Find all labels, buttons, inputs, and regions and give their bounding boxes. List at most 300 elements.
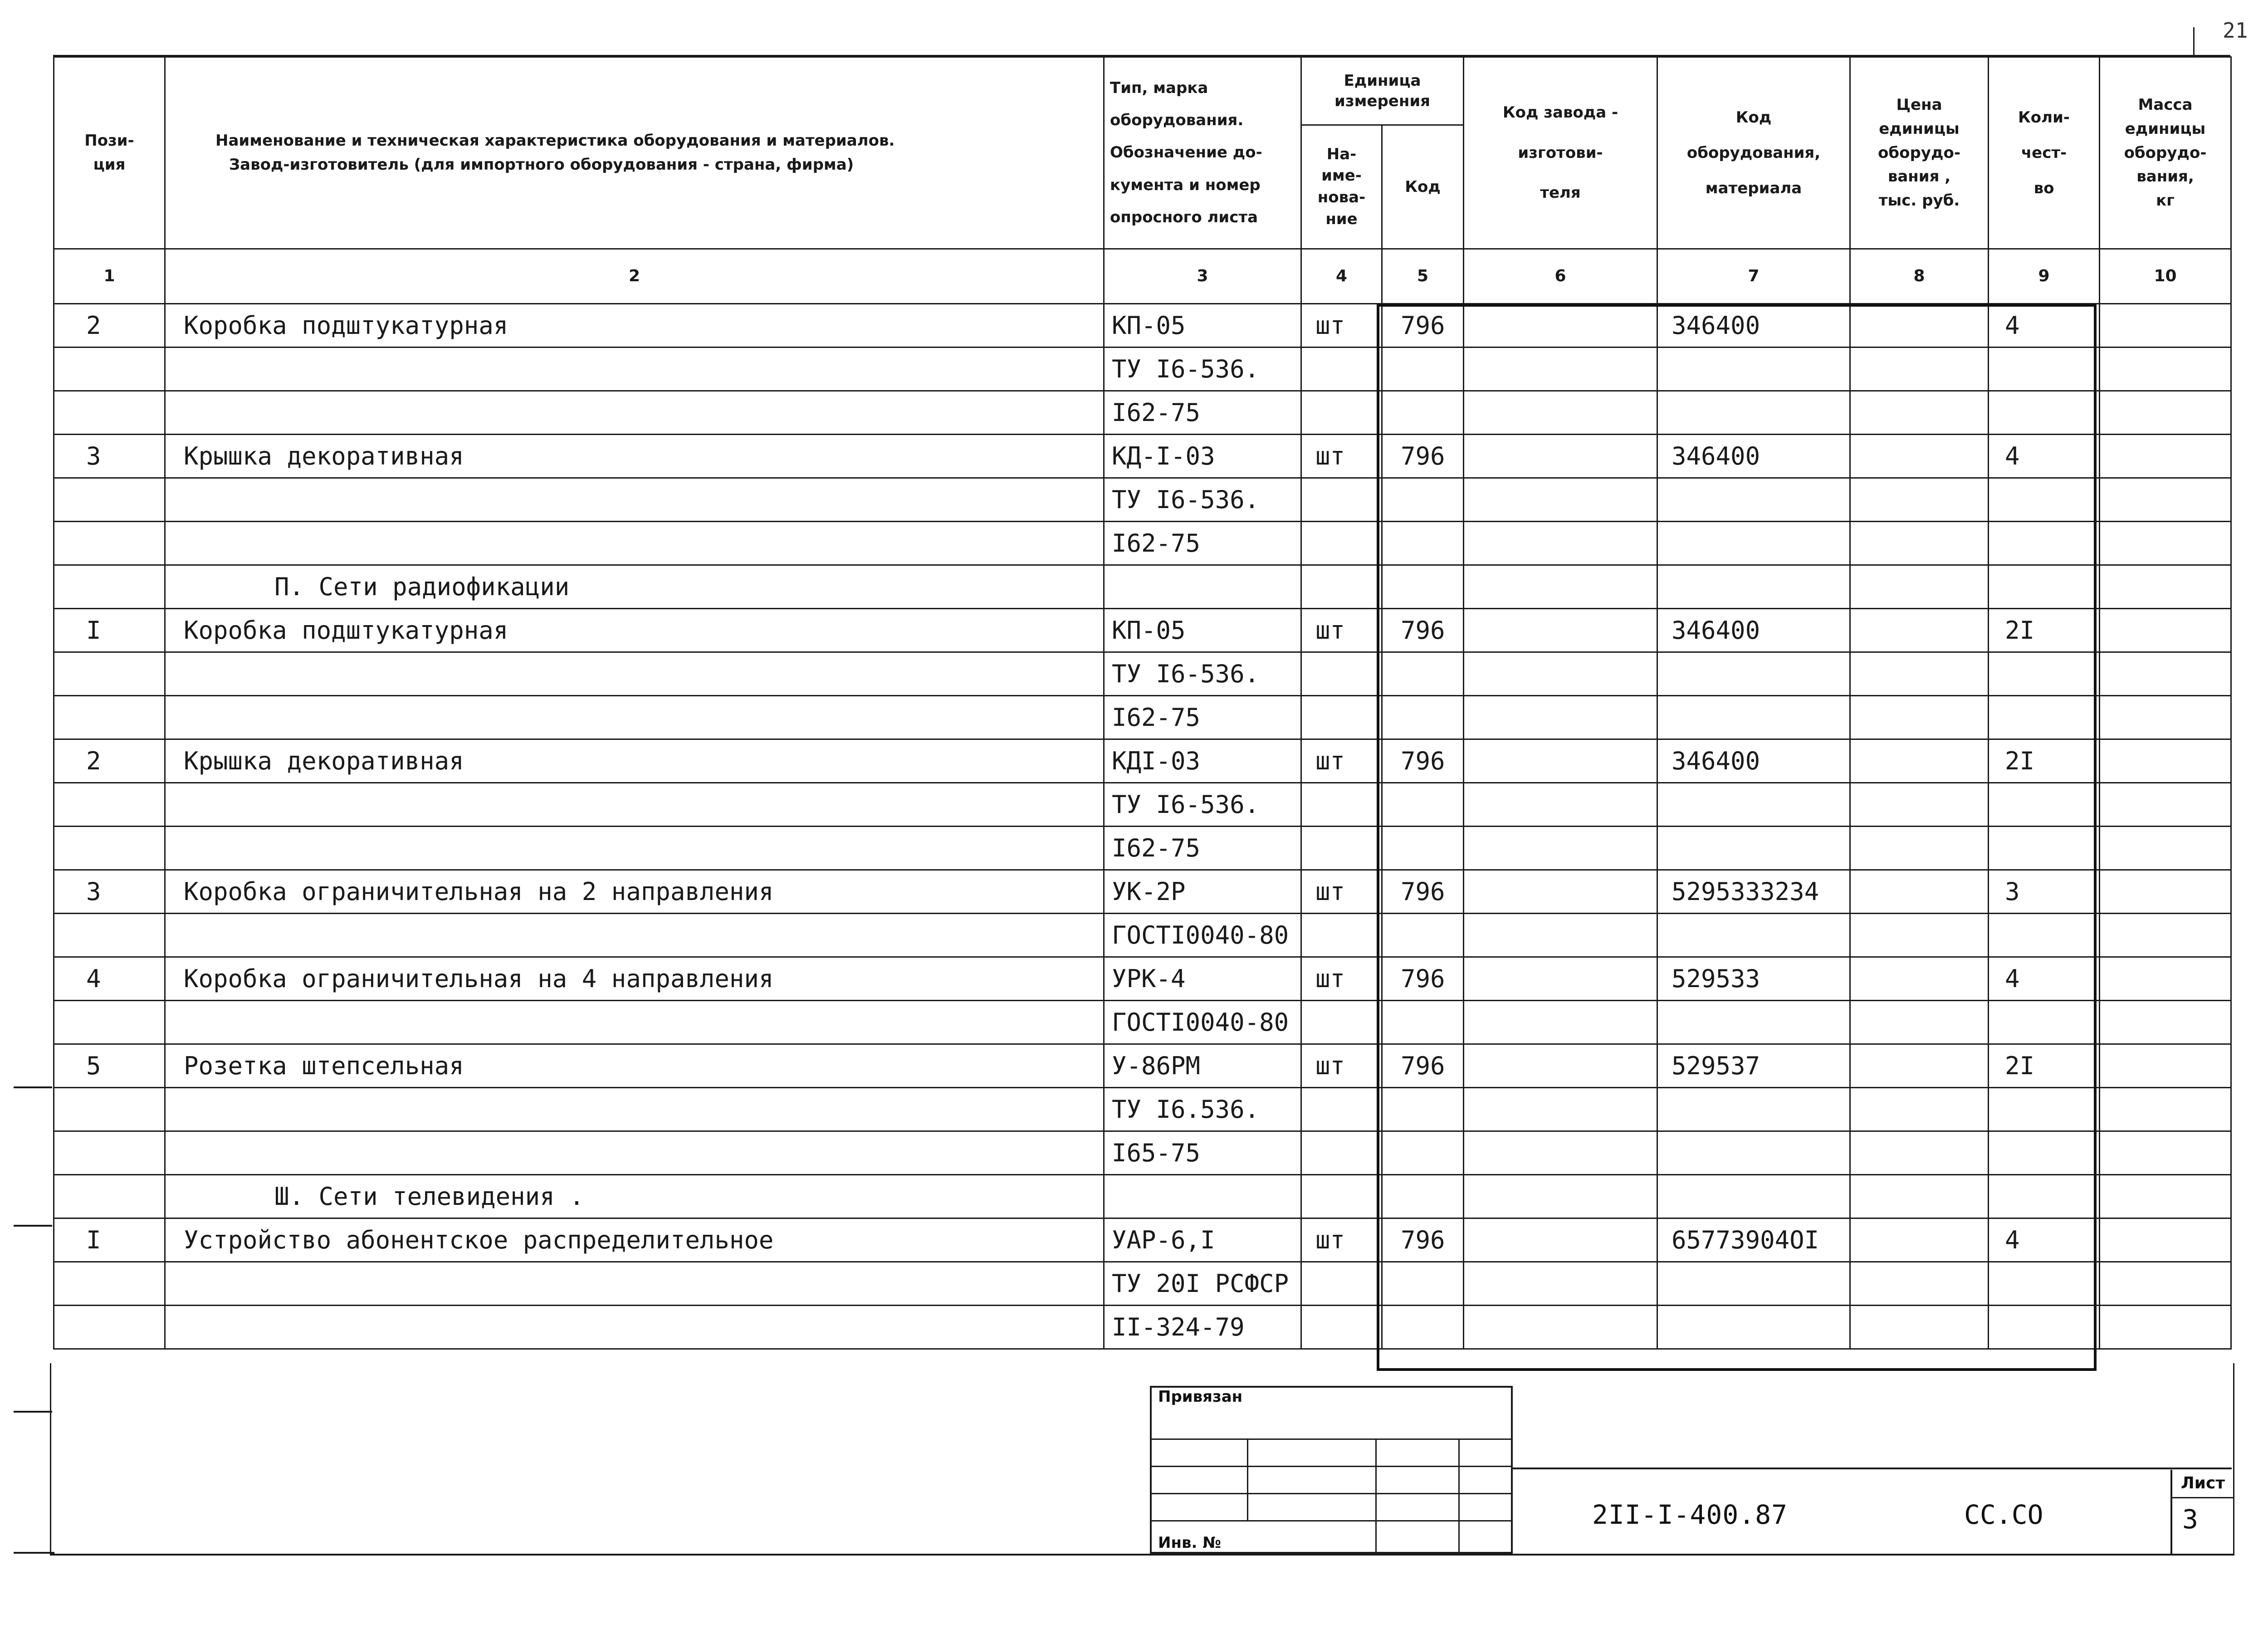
specification-body xyxy=(54,304,2231,1349)
mass-cell xyxy=(2100,827,2231,870)
name-cell: Коробка подштукатурная xyxy=(165,609,1104,652)
table-row xyxy=(54,957,2231,1001)
unit-name-cell: шт xyxy=(1301,304,1382,347)
equipment-code-cell xyxy=(1657,914,1850,957)
mass-cell xyxy=(2100,1088,2231,1131)
factory-code-cell xyxy=(1464,652,1657,696)
table-row xyxy=(54,1218,2231,1262)
quantity-cell xyxy=(1989,1131,2100,1175)
position-cell xyxy=(54,565,165,609)
table-row xyxy=(54,1131,2231,1175)
position-cell xyxy=(54,1001,165,1044)
table-row xyxy=(54,1262,2231,1306)
name-cell xyxy=(165,696,1104,739)
type-cell: ТУ I6-536. xyxy=(1104,652,1301,696)
col-number-8: 8 xyxy=(1850,249,1989,304)
price-cell xyxy=(1850,522,1989,565)
unit-name-cell xyxy=(1301,1262,1382,1306)
name-cell: Крышка декоративная xyxy=(165,435,1104,478)
left-margin-tick-1 xyxy=(14,1086,52,1088)
equipment-code-cell xyxy=(1657,1175,1850,1218)
price-cell xyxy=(1850,652,1989,696)
position-cell xyxy=(54,1088,165,1131)
header-position: Пози- ция xyxy=(54,57,165,249)
sheet-box xyxy=(2170,1470,2234,1554)
quantity-cell: 2I xyxy=(1989,609,2100,652)
document-suffix: СС.СО xyxy=(1964,1499,2043,1530)
col-number-2: 2 xyxy=(165,249,1104,304)
price-cell xyxy=(1850,609,1989,652)
position-cell xyxy=(54,391,165,435)
equipment-code-cell: 529533 xyxy=(1657,957,1850,1001)
table-row xyxy=(54,478,2231,522)
factory-code-cell xyxy=(1464,1088,1657,1131)
header-type: Тип, марка оборудования. Обозначение до- кумента и номер опросного листа xyxy=(1104,57,1301,249)
equipment-code-cell: 5295333234 xyxy=(1657,870,1850,914)
price-cell xyxy=(1850,1001,1989,1044)
price-cell xyxy=(1850,827,1989,870)
price-cell xyxy=(1850,304,1989,347)
name-cell: Крышка декоративная xyxy=(165,739,1104,783)
mass-cell xyxy=(2100,347,2231,391)
quantity-cell xyxy=(1989,1175,2100,1218)
table-row xyxy=(54,827,2231,870)
name-cell xyxy=(165,522,1104,565)
equipment-code-cell xyxy=(1657,1001,1850,1044)
factory-code-cell xyxy=(1464,914,1657,957)
unit-name-cell: шт xyxy=(1301,435,1382,478)
price-cell xyxy=(1850,347,1989,391)
mass-cell xyxy=(2100,1044,2231,1088)
equipment-code-cell: 346400 xyxy=(1657,304,1850,347)
position-cell: I xyxy=(54,1218,165,1262)
position-cell xyxy=(54,827,165,870)
price-cell xyxy=(1850,1088,1989,1131)
mass-cell xyxy=(2100,478,2231,522)
type-cell: КП-05 xyxy=(1104,609,1301,652)
name-cell: Коробка подштукатурная xyxy=(165,304,1104,347)
name-cell xyxy=(165,1088,1104,1131)
name-cell xyxy=(165,391,1104,435)
position-cell xyxy=(54,1131,165,1175)
unit-name-cell xyxy=(1301,827,1382,870)
mass-cell xyxy=(2100,522,2231,565)
unit-code-cell: 796 xyxy=(1382,1044,1464,1088)
header-mass: Масса единицы оборудо- вания, кг xyxy=(2100,57,2231,249)
type-cell: ГОСТI0040-80 xyxy=(1104,914,1301,957)
unit-name-cell xyxy=(1301,1088,1382,1131)
table-row xyxy=(54,304,2231,347)
equipment-code-cell xyxy=(1657,347,1850,391)
specification-table xyxy=(53,56,2232,1350)
type-cell: УРК-4 xyxy=(1104,957,1301,1001)
factory-code-cell xyxy=(1464,391,1657,435)
position-cell: 5 xyxy=(54,1044,165,1088)
col-number-7: 7 xyxy=(1657,249,1850,304)
position-cell xyxy=(54,1306,165,1349)
section-title: Ш. Сети телевидения . xyxy=(165,1175,1104,1218)
unit-name-cell xyxy=(1301,565,1382,609)
factory-code-cell xyxy=(1464,478,1657,522)
equipment-code-cell xyxy=(1657,696,1850,739)
stamp-cell xyxy=(1151,1493,1248,1521)
factory-code-cell xyxy=(1464,827,1657,870)
price-cell xyxy=(1850,478,1989,522)
col-number-5: 5 xyxy=(1382,249,1464,304)
type-cell: КДI-03 xyxy=(1104,739,1301,783)
position-cell xyxy=(54,652,165,696)
position-cell xyxy=(54,696,165,739)
unit-code-cell xyxy=(1382,1131,1464,1175)
quantity-cell xyxy=(1989,391,2100,435)
quantity-cell: 4 xyxy=(1989,435,2100,478)
type-cell: ТУ I6-536. xyxy=(1104,783,1301,827)
table-row xyxy=(54,652,2231,696)
unit-code-cell xyxy=(1382,1001,1464,1044)
price-cell xyxy=(1850,739,1989,783)
stamp-cell xyxy=(1376,1521,1459,1553)
price-cell xyxy=(1850,870,1989,914)
name-cell xyxy=(165,478,1104,522)
quantity-cell xyxy=(1989,1262,2100,1306)
left-margin-tick-3 xyxy=(14,1411,52,1413)
table-row xyxy=(54,739,2231,783)
unit-name-cell xyxy=(1301,522,1382,565)
equipment-code-cell: 346400 xyxy=(1657,435,1850,478)
mass-cell xyxy=(2100,1175,2231,1218)
unit-code-cell: 796 xyxy=(1382,304,1464,347)
col-number-6: 6 xyxy=(1464,249,1657,304)
table-row xyxy=(54,783,2231,827)
price-cell xyxy=(1850,957,1989,1001)
stamp-cell xyxy=(1459,1493,1512,1521)
type-cell: ГОСТI0040-80 xyxy=(1104,1001,1301,1044)
unit-code-cell xyxy=(1382,1175,1464,1218)
quantity-cell: 4 xyxy=(1989,957,2100,1001)
unit-code-cell: 796 xyxy=(1382,870,1464,914)
equipment-code-cell xyxy=(1657,1088,1850,1131)
stamp-cell xyxy=(1376,1466,1459,1493)
type-cell: I62-75 xyxy=(1104,696,1301,739)
price-cell xyxy=(1850,914,1989,957)
quantity-cell xyxy=(1989,1088,2100,1131)
price-cell xyxy=(1850,1218,1989,1262)
name-cell xyxy=(165,347,1104,391)
mass-cell xyxy=(2100,783,2231,827)
stamp-cell xyxy=(1459,1521,1512,1553)
mass-cell xyxy=(2100,1218,2231,1262)
mass-cell xyxy=(2100,1306,2231,1349)
header-unit: Единица измерения xyxy=(1301,57,1464,125)
unit-name-cell xyxy=(1301,914,1382,957)
name-cell: Коробка ограничительная на 4 направления xyxy=(165,957,1104,1001)
unit-name-cell: шт xyxy=(1301,609,1382,652)
unit-name-cell xyxy=(1301,652,1382,696)
table-row xyxy=(54,1044,2231,1088)
position-cell xyxy=(54,783,165,827)
col-number-1: 1 xyxy=(54,249,165,304)
quantity-cell: 4 xyxy=(1989,1218,2100,1262)
position-cell xyxy=(54,1175,165,1218)
mass-cell xyxy=(2100,304,2231,347)
unit-code-cell xyxy=(1382,347,1464,391)
sheet-label: Лист xyxy=(2172,1470,2234,1498)
mass-cell xyxy=(2100,696,2231,739)
document-code: 2II-I-400.87 xyxy=(1592,1499,1788,1530)
type-cell: I62-75 xyxy=(1104,522,1301,565)
unit-name-cell xyxy=(1301,1306,1382,1349)
frame-top-right-tick xyxy=(2193,27,2195,57)
factory-code-cell xyxy=(1464,565,1657,609)
unit-name-cell xyxy=(1301,696,1382,739)
equipment-code-cell xyxy=(1657,1306,1850,1349)
col-number-3: 3 xyxy=(1104,249,1301,304)
name-cell xyxy=(165,1131,1104,1175)
type-cell: ТУ I6-536. xyxy=(1104,347,1301,391)
sheet-number: 3 xyxy=(2182,1504,2198,1535)
unit-code-cell xyxy=(1382,391,1464,435)
price-cell xyxy=(1850,435,1989,478)
type-cell: II-324-79 xyxy=(1104,1306,1301,1349)
quantity-cell: 4 xyxy=(1989,304,2100,347)
price-cell xyxy=(1850,1175,1989,1218)
price-cell xyxy=(1850,565,1989,609)
stamp-cell xyxy=(1376,1493,1459,1521)
unit-code-cell: 796 xyxy=(1382,957,1464,1001)
unit-name-cell xyxy=(1301,1131,1382,1175)
price-cell xyxy=(1850,696,1989,739)
table-row xyxy=(54,1001,2231,1044)
stamp-cell xyxy=(1459,1439,1512,1466)
unit-name-cell xyxy=(1301,1175,1382,1218)
unit-code-cell: 796 xyxy=(1382,739,1464,783)
unit-name-cell xyxy=(1301,478,1382,522)
equipment-code-cell: 65773904OI xyxy=(1657,1218,1850,1262)
quantity-cell xyxy=(1989,1306,2100,1349)
equipment-code-cell: 346400 xyxy=(1657,609,1850,652)
bound-label: Привязан xyxy=(1151,1387,1512,1439)
inventory-label: Инв. № xyxy=(1151,1521,1376,1553)
position-cell: 2 xyxy=(54,304,165,347)
stamp-cell xyxy=(1151,1439,1248,1466)
table-row xyxy=(54,1088,2231,1131)
unit-code-cell xyxy=(1382,522,1464,565)
factory-code-cell xyxy=(1464,1262,1657,1306)
type-cell: УК-2Р xyxy=(1104,870,1301,914)
name-cell: Устройство абонентское распределительное xyxy=(165,1218,1104,1262)
unit-code-cell xyxy=(1382,783,1464,827)
unit-code-cell: 796 xyxy=(1382,435,1464,478)
unit-name-cell: шт xyxy=(1301,1044,1382,1088)
type-cell: У-86РМ xyxy=(1104,1044,1301,1088)
name-cell: Розетка штепсельная xyxy=(165,1044,1104,1088)
unit-name-cell xyxy=(1301,1001,1382,1044)
stamp-cell xyxy=(1151,1466,1248,1493)
section-title: П. Сети радиофикации xyxy=(165,565,1104,609)
stamp-cell xyxy=(1459,1466,1512,1493)
position-cell: 4 xyxy=(54,957,165,1001)
type-cell: ТУ 20I РСФСР xyxy=(1104,1262,1301,1306)
header-price: Цена единицы оборудо- вания , тыс. руб. xyxy=(1850,57,1989,249)
factory-code-cell xyxy=(1464,739,1657,783)
mass-cell xyxy=(2100,1262,2231,1306)
unit-code-cell xyxy=(1382,1088,1464,1131)
position-cell: 3 xyxy=(54,435,165,478)
unit-code-cell xyxy=(1382,478,1464,522)
quantity-cell: 2I xyxy=(1989,739,2100,783)
equipment-code-cell xyxy=(1657,565,1850,609)
factory-code-cell xyxy=(1464,1001,1657,1044)
unit-code-cell: 796 xyxy=(1382,1218,1464,1262)
type-cell: ТУ I6.536. xyxy=(1104,1088,1301,1131)
equipment-code-cell xyxy=(1657,478,1850,522)
quantity-cell xyxy=(1989,783,2100,827)
unit-code-cell xyxy=(1382,1306,1464,1349)
unit-name-cell: шт xyxy=(1301,957,1382,1001)
factory-code-cell xyxy=(1464,347,1657,391)
header-name: Наименование и техническая характеристика оборудования и материалов. Завод-изготовитель (для импортного оборудования - страна, фирма) xyxy=(165,57,1104,249)
page-corner-number: 21 xyxy=(2223,18,2248,43)
quantity-cell xyxy=(1989,478,2100,522)
position-cell xyxy=(54,478,165,522)
position-cell xyxy=(54,1262,165,1306)
position-cell xyxy=(54,522,165,565)
name-cell xyxy=(165,652,1104,696)
unit-code-cell xyxy=(1382,565,1464,609)
factory-code-cell xyxy=(1464,435,1657,478)
type-cell: УАР-6,I xyxy=(1104,1218,1301,1262)
type-cell: ТУ I6-536. xyxy=(1104,478,1301,522)
position-cell xyxy=(54,914,165,957)
price-cell xyxy=(1850,1131,1989,1175)
factory-code-cell xyxy=(1464,1306,1657,1349)
position-cell: 3 xyxy=(54,870,165,914)
quantity-cell xyxy=(1989,827,2100,870)
drawing-frame-bottom xyxy=(50,1363,2234,1556)
quantity-cell xyxy=(1989,1001,2100,1044)
type-cell: КД-I-03 xyxy=(1104,435,1301,478)
factory-code-cell xyxy=(1464,1044,1657,1088)
section-row xyxy=(54,565,2231,609)
factory-code-cell xyxy=(1464,609,1657,652)
factory-code-cell xyxy=(1464,1218,1657,1262)
price-cell xyxy=(1850,1306,1989,1349)
factory-code-cell xyxy=(1464,1131,1657,1175)
name-cell xyxy=(165,827,1104,870)
header-equipment-code: Код оборудования, материала xyxy=(1657,57,1850,249)
table-row xyxy=(54,914,2231,957)
price-cell xyxy=(1850,391,1989,435)
table-row xyxy=(54,609,2231,652)
col-number-4: 4 xyxy=(1301,249,1382,304)
factory-code-cell xyxy=(1464,304,1657,347)
equipment-code-cell xyxy=(1657,827,1850,870)
table-row xyxy=(54,870,2231,914)
table-row xyxy=(54,522,2231,565)
factory-code-cell xyxy=(1464,522,1657,565)
equipment-code-cell xyxy=(1657,391,1850,435)
stamp-cell xyxy=(1376,1439,1459,1466)
quantity-cell xyxy=(1989,914,2100,957)
unit-code-cell: 796 xyxy=(1382,609,1464,652)
type-cell: I62-75 xyxy=(1104,827,1301,870)
header-quantity: Коли- чест- во xyxy=(1989,57,2100,249)
equipment-code-cell: 529537 xyxy=(1657,1044,1850,1088)
mass-cell xyxy=(2100,914,2231,957)
name-cell xyxy=(165,783,1104,827)
mass-cell xyxy=(2100,1131,2231,1175)
header-unit-name: На- име- нова- ние xyxy=(1301,125,1382,249)
unit-code-cell xyxy=(1382,827,1464,870)
equipment-code-cell xyxy=(1657,1131,1850,1175)
position-cell: I xyxy=(54,609,165,652)
mass-cell xyxy=(2100,565,2231,609)
mass-cell xyxy=(2100,652,2231,696)
quantity-cell xyxy=(1989,522,2100,565)
equipment-code-cell xyxy=(1657,652,1850,696)
equipment-code-cell xyxy=(1657,783,1850,827)
mass-cell xyxy=(2100,435,2231,478)
unit-name-cell xyxy=(1301,783,1382,827)
stamp-cell xyxy=(1248,1466,1376,1493)
header-factory-code: Код завода - изготови- теля xyxy=(1464,57,1657,249)
title-block-stamp xyxy=(1150,1386,1513,1554)
quantity-cell: 3 xyxy=(1989,870,2100,914)
unit-code-cell xyxy=(1382,914,1464,957)
name-cell xyxy=(165,914,1104,957)
type-cell: КП-05 xyxy=(1104,304,1301,347)
unit-code-cell xyxy=(1382,696,1464,739)
name-cell xyxy=(165,1306,1104,1349)
type-cell: I65-75 xyxy=(1104,1131,1301,1175)
factory-code-cell xyxy=(1464,783,1657,827)
price-cell xyxy=(1850,1044,1989,1088)
unit-name-cell xyxy=(1301,391,1382,435)
position-cell xyxy=(54,347,165,391)
table-row xyxy=(54,347,2231,391)
quantity-cell: 2I xyxy=(1989,1044,2100,1088)
mass-cell xyxy=(2100,1001,2231,1044)
unit-name-cell: шт xyxy=(1301,870,1382,914)
mass-cell xyxy=(2100,957,2231,1001)
unit-name-cell xyxy=(1301,347,1382,391)
col-number-10: 10 xyxy=(2100,249,2231,304)
stamp-cell xyxy=(1248,1439,1376,1466)
left-margin-tick-2 xyxy=(14,1225,52,1227)
section-row xyxy=(54,1175,2231,1218)
mass-cell xyxy=(2100,391,2231,435)
mass-cell xyxy=(2100,739,2231,783)
equipment-code-cell: 346400 xyxy=(1657,739,1850,783)
quantity-cell xyxy=(1989,347,2100,391)
table-row xyxy=(54,1306,2231,1349)
factory-code-cell xyxy=(1464,957,1657,1001)
bottom-extension-line xyxy=(14,1552,54,1554)
header-unit-code: Код xyxy=(1382,125,1464,249)
unit-name-cell: шт xyxy=(1301,1218,1382,1262)
title-block-line xyxy=(1513,1468,2232,1469)
factory-code-cell xyxy=(1464,696,1657,739)
table-row xyxy=(54,696,2231,739)
name-cell: Коробка ограничительная на 2 направления xyxy=(165,870,1104,914)
equipment-code-cell xyxy=(1657,522,1850,565)
equipment-code-cell xyxy=(1657,1262,1850,1306)
price-cell xyxy=(1850,783,1989,827)
name-cell xyxy=(165,1001,1104,1044)
factory-code-cell xyxy=(1464,870,1657,914)
quantity-cell xyxy=(1989,565,2100,609)
stamp-cell xyxy=(1248,1493,1376,1521)
